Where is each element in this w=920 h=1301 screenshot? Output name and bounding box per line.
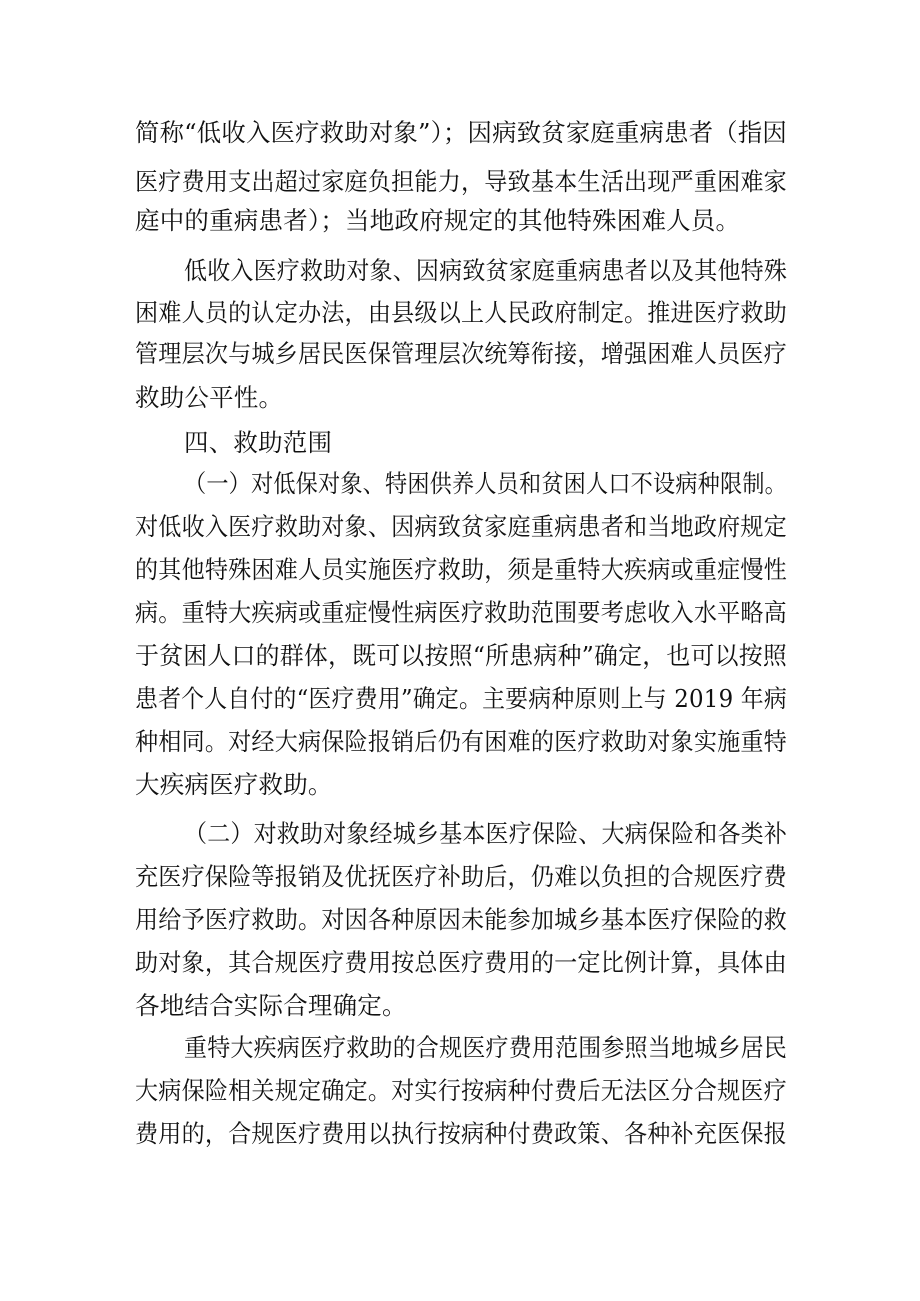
line-text: （一）对低保对象、特困供养人员和贫困人口不设病种限制。 — [184, 469, 788, 498]
line-text: （二）对救助对象经城乡基本医疗保险、大病保险和各类补 — [184, 819, 788, 848]
line-text: 充医疗保险等报销及优抚医疗补助后，仍难以负担的合规医疗费 — [135, 862, 787, 891]
line-text: 用给予医疗救助。对因各种原因未能参加城乡基本医疗保险的救 — [135, 905, 787, 934]
line-text: 种相同。对经大病保险报销后仍有困难的医疗救助对象实施重特 — [135, 727, 787, 756]
line-text: 四、救助范围 — [184, 428, 333, 457]
line-text: 低收入医疗救助对象、因病致贫家庭重病患者以及其他特殊 — [184, 256, 788, 285]
line-text: 费用的，合规医疗费用以执行按病种付费政策、各种补充医保报 — [135, 1119, 787, 1148]
line-text: 重特大疾病医疗救助的合规医疗费用范围参照当地城乡居民 — [184, 1033, 788, 1062]
line-text: 助对象，其合规医疗费用按总医疗费用的一定比例计算，具体由 — [135, 948, 787, 977]
line-text: 困难人员的认定办法，由县级以上人民政府制定。推进医疗救助 — [135, 298, 787, 327]
line-text: 对低收入医疗救助对象、因病致贫家庭重病患者和当地政府规定 — [135, 512, 787, 541]
line-text: 于贫困人口的群体，既可以按照“所患病种”确定，也可以按照 — [135, 641, 788, 670]
line-text: 管理层次与城乡居民医保管理层次统筹衔接，增强困难人员医疗 — [135, 339, 787, 368]
line-text: 的其他特殊困难人员实施医疗救助，须是重特大疾病或重症慢性 — [135, 555, 787, 584]
line-text: 各地结合实际合理确定。 — [135, 991, 407, 1020]
line-text: 救助公平性。 — [135, 383, 284, 412]
line-text: 庭中的重病患者）；当地政府规定的其他特殊困难人员。 — [135, 206, 741, 235]
line-text: 病。重特大疾病或重症慢性病医疗救助范围要考虑收入水平略高 — [135, 598, 787, 627]
line-text: 医疗费用支出超过家庭负担能力，导致基本生活出现严重困难家 — [135, 167, 787, 196]
line-text: 大病保险相关规定确定。对实行按病种付费后无法区分合规医疗 — [135, 1076, 787, 1105]
line-text: 简称“低收入医疗救助对象”）；因病致贫家庭重病患者（指因 — [135, 118, 787, 147]
line-text: 大疾病医疗救助。 — [135, 770, 333, 799]
line-text: 患者个人自付的“医疗费用”确定。主要病种原则上与 2019 年病 — [135, 684, 787, 713]
